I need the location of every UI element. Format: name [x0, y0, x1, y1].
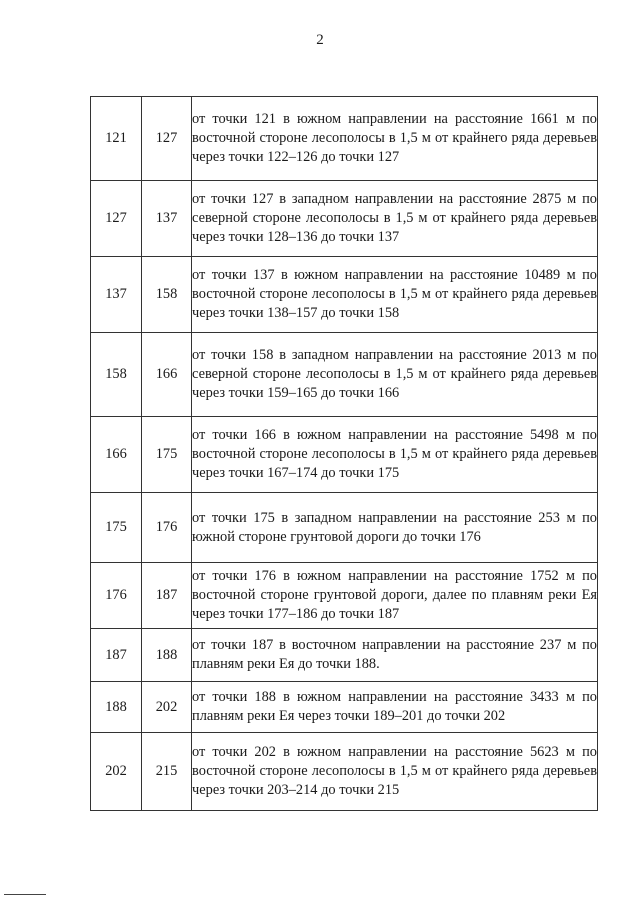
table-row — [91, 629, 598, 682]
from-point-cell: 127 — [91, 181, 142, 257]
from-point-cell: 187 — [91, 629, 142, 682]
from-point-cell: 188 — [91, 682, 142, 733]
from-point-cell: 166 — [91, 417, 142, 493]
to-point-cell: 166 — [142, 333, 192, 417]
description-cell: от точки 158 в западном направлении на расстояние 2013 м по северной стороне лесополосы в 1,5 м от крайнего ряда деревьев через точки 159–165 до точки 166 — [192, 333, 598, 417]
to-point-cell: 127 — [142, 97, 192, 181]
description-cell: от точки 202 в южном направлении на расстояние 5623 м по восточной стороне лесополосы в 1,5 м от крайнего ряда деревьев через точки 203–214 до точки 215 — [192, 733, 598, 811]
table-row — [91, 733, 598, 811]
description-cell: от точки 137 в южном направлении на расстояние 10489 м по восточной стороне лесополосы в 1,5 м от крайнего ряда деревьев через точки 138–157 до точки 158 — [192, 257, 598, 333]
description-cell: от точки 121 в южном направлении на расстояние 1661 м по восточной стороне лесополосы в 1,5 м от крайнего ряда деревьев через точки 122–126 до точки 127 — [192, 97, 598, 181]
table-row — [91, 257, 598, 333]
from-point-cell: 176 — [91, 563, 142, 629]
table-row — [91, 682, 598, 733]
table-row — [91, 493, 598, 563]
to-point-cell: 137 — [142, 181, 192, 257]
to-point-cell: 202 — [142, 682, 192, 733]
table-row — [91, 181, 598, 257]
to-point-cell: 188 — [142, 629, 192, 682]
description-cell: от точки 166 в южном направлении на расстояние 5498 м по восточной стороне лесополосы в 1,5 м от крайнего ряда деревьев через точки 167–174 до точки 175 — [192, 417, 598, 493]
description-cell: от точки 188 в южном направлении на расстояние 3433 м по плавням реки Ея через точки 189–201 до точки 202 — [192, 682, 598, 733]
from-point-cell: 175 — [91, 493, 142, 563]
description-cell: от точки 127 в западном направлении на расстояние 2875 м по северной стороне лесополосы в 1,5 м от крайнего ряда деревьев через точки 128–136 до точки 137 — [192, 181, 598, 257]
to-point-cell: 176 — [142, 493, 192, 563]
margin-mark — [4, 894, 46, 895]
table-row — [91, 417, 598, 493]
from-point-cell: 121 — [91, 97, 142, 181]
from-point-cell: 158 — [91, 333, 142, 417]
page-number: 2 — [316, 32, 324, 48]
to-point-cell: 187 — [142, 563, 192, 629]
to-point-cell: 175 — [142, 417, 192, 493]
from-point-cell: 137 — [91, 257, 142, 333]
to-point-cell: 215 — [142, 733, 192, 811]
description-cell: от точки 175 в западном направлении на расстояние 253 м по южной стороне грунтовой дороги до точки 176 — [192, 493, 598, 563]
table-row — [91, 333, 598, 417]
table-row — [91, 563, 598, 629]
description-cell: от точки 176 в южном направлении на расстояние 1752 м по восточной стороне грунтовой дороги, далее по плавням реки Ея через точки 177–186 до точки 187 — [192, 563, 598, 629]
description-cell: от точки 187 в восточном направлении на расстояние 237 м по плавням реки Ея до точки 188. — [192, 629, 598, 682]
from-point-cell: 202 — [91, 733, 142, 811]
boundary-table — [90, 96, 598, 811]
to-point-cell: 158 — [142, 257, 192, 333]
table-row — [91, 97, 598, 181]
